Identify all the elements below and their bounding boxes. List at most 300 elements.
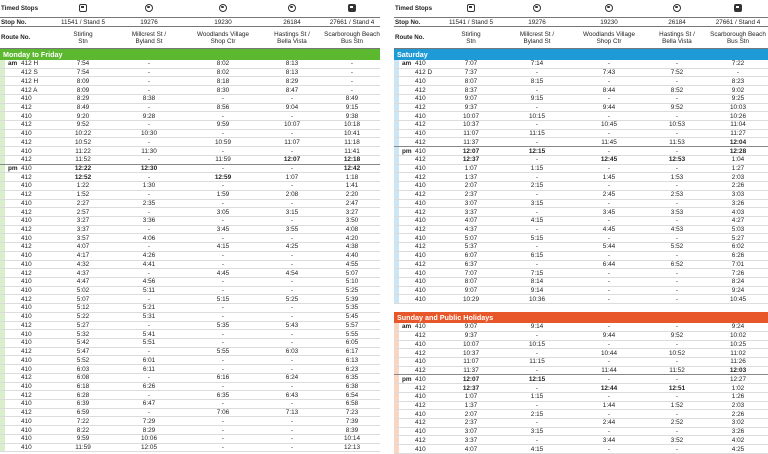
stop-number: 27661 / Stand 4 bbox=[329, 18, 375, 26]
timetable-row bbox=[0, 374, 380, 383]
route-number bbox=[0, 374, 54, 381]
departure-time: - bbox=[290, 313, 294, 321]
departure-time: - bbox=[607, 130, 611, 138]
departure-time: - bbox=[290, 417, 294, 425]
bus-stop-icon bbox=[145, 4, 153, 12]
departure-time: - bbox=[607, 60, 611, 68]
bus-station-icon bbox=[324, 4, 380, 14]
am-pm-marker bbox=[396, 358, 409, 365]
stop-name-line: Shop Ctr bbox=[210, 37, 236, 45]
stop-number: 19276 bbox=[528, 18, 546, 26]
departure-time: 9:07 bbox=[464, 95, 478, 103]
timetable-row bbox=[0, 400, 380, 409]
route-number-value: 410 bbox=[415, 278, 426, 286]
departure-time: 10:37 bbox=[463, 121, 479, 129]
route-number bbox=[394, 419, 440, 426]
departure-time: - bbox=[221, 217, 225, 225]
stop-name bbox=[502, 31, 572, 45]
departure-time: 8:49 bbox=[345, 95, 359, 103]
stop-name-line: Millcrest St / bbox=[519, 30, 555, 38]
timetable-row bbox=[394, 60, 768, 69]
departure-time: - bbox=[675, 130, 679, 138]
route-number-value: 412 bbox=[21, 156, 32, 164]
departure-time: 8:14 bbox=[530, 278, 544, 286]
timetable-row bbox=[394, 419, 768, 428]
am-pm-marker bbox=[396, 121, 409, 128]
timetable-row bbox=[0, 417, 380, 426]
stop-name-line: Bella Vista bbox=[277, 37, 307, 45]
timetable-row bbox=[0, 252, 380, 261]
departure-time: 9:04 bbox=[285, 103, 299, 111]
departure-time: 5:27 bbox=[76, 321, 90, 329]
departure-time: 9:37 bbox=[464, 332, 478, 340]
departure-time: 3:52 bbox=[670, 436, 684, 444]
timetable-row bbox=[394, 138, 768, 147]
route-number-value: 410 bbox=[415, 217, 426, 225]
route-number-value: 410 bbox=[415, 234, 426, 242]
train-icon bbox=[440, 4, 502, 14]
route-number bbox=[394, 367, 440, 374]
departure-time: - bbox=[290, 400, 294, 408]
route-number bbox=[394, 261, 440, 268]
departure-time: 4:25 bbox=[731, 445, 745, 453]
timetable-row bbox=[0, 426, 380, 435]
bus-station-icon bbox=[348, 4, 356, 12]
route-number bbox=[0, 427, 54, 434]
departure-time: 9:02 bbox=[731, 86, 745, 94]
route-number-value: 410 bbox=[21, 382, 32, 390]
departure-time: 11:15 bbox=[529, 358, 545, 366]
am-pm-marker bbox=[396, 139, 409, 146]
departure-time: - bbox=[147, 156, 151, 164]
departure-time: 3:27 bbox=[345, 208, 359, 216]
route-number-value: 410 bbox=[415, 164, 426, 172]
stop-no-label: Stop No. bbox=[395, 18, 421, 26]
route-number-value: 412 bbox=[21, 374, 32, 382]
am-pm-marker bbox=[396, 419, 409, 426]
departure-time: - bbox=[147, 409, 151, 417]
route-number bbox=[394, 358, 440, 365]
sunday-title: Sunday and Public Holidays bbox=[394, 312, 768, 323]
departure-time: - bbox=[147, 173, 151, 181]
departure-time: - bbox=[221, 287, 225, 295]
departure-time: 10:03 bbox=[730, 103, 746, 111]
stop-name-line: Byland St bbox=[135, 37, 163, 45]
departure-time: 4:07 bbox=[76, 243, 90, 251]
route-number bbox=[394, 121, 440, 128]
route-number-value: 410 bbox=[21, 339, 32, 347]
departure-time: 2:44 bbox=[602, 419, 616, 427]
departure-time: 6:17 bbox=[345, 348, 359, 356]
departure-time: 10:59 bbox=[215, 138, 231, 146]
departure-time: - bbox=[736, 69, 740, 77]
route-number-value: 410 bbox=[21, 417, 32, 425]
am-pm-marker bbox=[396, 209, 409, 216]
route-number bbox=[0, 226, 54, 233]
stop-name bbox=[112, 31, 186, 45]
timetable-row bbox=[394, 332, 768, 341]
stop-name bbox=[324, 31, 380, 45]
route-number bbox=[0, 235, 54, 242]
route-number-value: 410 bbox=[415, 428, 426, 436]
departure-time: 12:27 bbox=[730, 375, 746, 383]
am-pm-marker bbox=[2, 139, 15, 146]
departure-time: - bbox=[675, 269, 679, 277]
timetable-row bbox=[0, 147, 380, 156]
departure-time: - bbox=[290, 217, 294, 225]
departure-time: 3:36 bbox=[142, 217, 156, 225]
departure-time: 5:57 bbox=[345, 321, 359, 329]
stop-name bbox=[572, 31, 646, 45]
departure-time: 12:37 bbox=[462, 156, 480, 164]
departure-time: 2:35 bbox=[142, 199, 156, 207]
am-pm-marker bbox=[2, 252, 15, 259]
timetable-row bbox=[0, 69, 380, 78]
departure-time: 11:26 bbox=[730, 358, 746, 366]
departure-time: - bbox=[535, 384, 539, 392]
departure-time: 7:15 bbox=[530, 269, 544, 277]
am-pm-marker bbox=[2, 366, 15, 373]
route-number bbox=[394, 287, 440, 294]
route-number bbox=[0, 243, 54, 250]
departure-time: 1:04 bbox=[731, 156, 745, 164]
departure-time: 4:15 bbox=[530, 445, 544, 453]
am-pm-marker bbox=[396, 385, 409, 392]
route-number bbox=[394, 104, 440, 111]
departure-time: - bbox=[350, 77, 354, 85]
route-number-value: 412 bbox=[21, 208, 32, 216]
departure-time: 5:44 bbox=[602, 243, 616, 251]
departure-time: 4:41 bbox=[142, 260, 156, 268]
timetable-row bbox=[0, 200, 380, 209]
route-number-value: 412 bbox=[21, 348, 32, 356]
am-pm-marker bbox=[396, 252, 409, 259]
route-number-value: 410 bbox=[21, 304, 32, 312]
departure-time: 4:55 bbox=[345, 260, 359, 268]
route-number-value: 410 bbox=[415, 77, 426, 85]
timetable-row bbox=[0, 191, 380, 200]
departure-time: 12:07 bbox=[462, 147, 480, 155]
route-number bbox=[394, 278, 440, 285]
departure-time: 5:11 bbox=[143, 287, 155, 295]
departure-time: - bbox=[535, 208, 539, 216]
departure-time: 11:15 bbox=[529, 130, 545, 138]
am-pm-marker bbox=[2, 87, 15, 94]
departure-time: - bbox=[221, 199, 225, 207]
am-pm-marker bbox=[2, 374, 15, 381]
route-number bbox=[0, 78, 54, 85]
departure-time: - bbox=[147, 69, 151, 77]
route-number-value: 412 bbox=[21, 269, 32, 277]
departure-time: - bbox=[675, 358, 679, 366]
departure-time: - bbox=[675, 278, 679, 286]
timetable-row bbox=[394, 104, 768, 113]
am-pm-marker bbox=[396, 130, 409, 137]
departure-time: - bbox=[535, 401, 539, 409]
departure-time: 5:03 bbox=[731, 226, 745, 234]
departure-time: 5:07 bbox=[76, 295, 90, 303]
route-number-value: 412 bbox=[21, 409, 32, 417]
departure-time: - bbox=[607, 445, 611, 453]
timetable-row bbox=[394, 349, 768, 358]
departure-time: 7:22 bbox=[731, 60, 745, 68]
route-number-value: 410 bbox=[21, 112, 32, 120]
am-pm-marker bbox=[396, 261, 409, 268]
departure-time: - bbox=[290, 252, 294, 260]
bus-stop-icon bbox=[605, 4, 613, 12]
departure-time: 5:39 bbox=[345, 295, 359, 303]
timetable-row bbox=[0, 138, 380, 147]
stop-no-label: Stop No. bbox=[1, 18, 27, 26]
departure-time: 11:04 bbox=[730, 121, 746, 129]
departure-time: - bbox=[290, 382, 294, 390]
timetable-row bbox=[394, 445, 768, 454]
departure-time: 8:13 bbox=[285, 69, 299, 77]
departure-time: - bbox=[675, 234, 679, 242]
route-number-value: 410 bbox=[415, 182, 426, 190]
departure-time: 12:15 bbox=[528, 375, 546, 383]
departure-time: 8:18 bbox=[216, 77, 230, 85]
departure-time: 8:56 bbox=[216, 103, 230, 111]
route-number bbox=[394, 323, 440, 330]
departure-time: 4:37 bbox=[76, 269, 90, 277]
route-number bbox=[0, 113, 54, 120]
departure-time: 5:52 bbox=[670, 243, 684, 251]
departure-time: - bbox=[221, 426, 225, 434]
departure-time: 6:39 bbox=[76, 400, 90, 408]
departure-time: 6:24 bbox=[285, 374, 299, 382]
departure-time: 4:56 bbox=[142, 278, 156, 286]
departure-time: 9:15 bbox=[530, 95, 544, 103]
departure-time: - bbox=[535, 226, 539, 234]
am-pm-marker bbox=[396, 437, 409, 444]
timetable-row bbox=[0, 217, 380, 226]
route-number bbox=[394, 428, 440, 435]
departure-time: 6:13 bbox=[345, 356, 359, 364]
departure-time: - bbox=[290, 95, 294, 103]
departure-time: - bbox=[535, 69, 539, 77]
departure-time: 1:59 bbox=[216, 191, 230, 199]
route-number bbox=[0, 130, 54, 137]
departure-time: 6:52 bbox=[670, 260, 684, 268]
weekday-title: Monday to Friday bbox=[0, 49, 380, 60]
timetable-row bbox=[394, 191, 768, 200]
route-number-value: 412 bbox=[415, 121, 426, 129]
departure-time: 5:55 bbox=[216, 348, 230, 356]
departure-time: 9:44 bbox=[602, 103, 616, 111]
stop-name-line: Hastings St / bbox=[659, 30, 695, 38]
departure-time: 4:38 bbox=[345, 243, 359, 251]
timetable-row bbox=[0, 243, 380, 252]
departure-time: 1:15 bbox=[530, 164, 544, 172]
departure-time: 4:32 bbox=[76, 260, 90, 268]
timetable-row bbox=[0, 95, 380, 104]
departure-time: - bbox=[147, 243, 151, 251]
timetable-row bbox=[0, 234, 380, 243]
departure-time: - bbox=[535, 138, 539, 146]
departure-time: 3:45 bbox=[216, 226, 230, 234]
route-number bbox=[0, 156, 54, 163]
departure-time: 1:52 bbox=[670, 401, 684, 409]
route-number bbox=[0, 435, 54, 442]
route-number bbox=[394, 113, 440, 120]
stop-number-row bbox=[0, 18, 380, 27]
route-number bbox=[0, 278, 54, 285]
departure-time: 1:07 bbox=[285, 173, 299, 181]
departure-time: 1:07 bbox=[464, 393, 478, 401]
route-no-label: Route No. bbox=[1, 34, 31, 41]
timetable-row bbox=[0, 435, 380, 444]
train-icon bbox=[54, 4, 112, 14]
route-number bbox=[0, 148, 54, 155]
departure-time: - bbox=[221, 313, 225, 321]
departure-time: 2:03 bbox=[731, 401, 745, 409]
departure-time: 2:53 bbox=[670, 191, 684, 199]
departure-time: 7:29 bbox=[142, 417, 156, 425]
departure-time: 10:36 bbox=[529, 295, 545, 303]
route-number bbox=[0, 331, 54, 338]
bus-stop-icon bbox=[186, 4, 260, 14]
route-number bbox=[0, 60, 54, 67]
departure-time: 10:06 bbox=[141, 435, 157, 443]
stop-number: 26184 bbox=[283, 18, 301, 26]
am-pm-marker bbox=[2, 104, 15, 111]
departure-time: 8:44 bbox=[602, 86, 616, 94]
departure-time: - bbox=[607, 234, 611, 242]
departure-time: 10:45 bbox=[730, 295, 746, 303]
departure-time: 10:22 bbox=[75, 130, 91, 138]
departure-time: 8:15 bbox=[530, 77, 544, 85]
am-pm-marker bbox=[2, 243, 15, 250]
am-pm-marker bbox=[2, 226, 15, 233]
timetable-row bbox=[394, 402, 768, 411]
departure-time: 7:26 bbox=[731, 269, 745, 277]
timetable-row bbox=[394, 234, 768, 243]
timetable-row bbox=[0, 182, 380, 191]
departure-time: 9:07 bbox=[464, 323, 478, 331]
route-number bbox=[0, 200, 54, 207]
departure-time: - bbox=[290, 365, 294, 373]
departure-time: 3:05 bbox=[216, 208, 230, 216]
am-pm-marker bbox=[396, 270, 409, 277]
timetable-row bbox=[0, 173, 380, 182]
departure-time: 3:45 bbox=[602, 208, 616, 216]
timetable-row bbox=[0, 313, 380, 322]
departure-time: 10:41 bbox=[344, 130, 360, 138]
departure-time: 9:25 bbox=[731, 95, 745, 103]
departure-time: 5:02 bbox=[76, 287, 90, 295]
departure-time: - bbox=[675, 287, 679, 295]
sunday-rows bbox=[394, 323, 768, 454]
route-number-value: 410 bbox=[415, 130, 426, 138]
departure-time: - bbox=[607, 77, 611, 85]
departure-time: 10:52 bbox=[75, 138, 91, 146]
am-pm-marker bbox=[2, 418, 15, 425]
route-number-value: 410 bbox=[21, 260, 32, 268]
departure-time: 7:22 bbox=[76, 417, 90, 425]
route-number bbox=[0, 392, 54, 399]
am-pm-marker bbox=[396, 243, 409, 250]
am-pm-marker bbox=[2, 444, 15, 451]
bus-stop-icon bbox=[646, 4, 708, 14]
timetable-row bbox=[394, 147, 768, 156]
departure-time: 11:37 bbox=[463, 367, 479, 375]
timetable-row bbox=[0, 86, 380, 95]
route-number-value: 410 bbox=[21, 313, 32, 321]
departure-time: 4:37 bbox=[464, 226, 478, 234]
route-number-value: 410 bbox=[21, 95, 32, 103]
departure-time: 9:07 bbox=[464, 287, 478, 295]
departure-time: - bbox=[675, 323, 679, 331]
route-number bbox=[0, 313, 54, 320]
timetable-row bbox=[394, 410, 768, 419]
am-pm-marker bbox=[2, 78, 15, 85]
departure-time: 6:08 bbox=[76, 374, 90, 382]
timetable-row bbox=[394, 252, 768, 261]
am-pm-marker bbox=[396, 367, 409, 374]
am-pm-marker bbox=[2, 217, 15, 224]
timetable-row bbox=[394, 261, 768, 270]
route-number-value: 410 bbox=[415, 410, 426, 418]
departure-time: - bbox=[290, 426, 294, 434]
departure-time: 2:26 bbox=[731, 410, 745, 418]
departure-time: - bbox=[535, 243, 539, 251]
route-number bbox=[394, 60, 440, 67]
route-number-value: 412 bbox=[415, 208, 426, 216]
bus-stop-icon bbox=[260, 4, 324, 14]
departure-time: 10:45 bbox=[601, 121, 617, 129]
am-pm-marker bbox=[2, 322, 15, 329]
departure-time: 2:57 bbox=[76, 208, 90, 216]
stop-number: 27661 / Stand 4 bbox=[715, 18, 761, 26]
departure-time: - bbox=[147, 391, 151, 399]
route-number bbox=[394, 209, 440, 216]
route-number-value: 412 bbox=[415, 86, 426, 94]
departure-time: - bbox=[147, 77, 151, 85]
departure-time: 1:18 bbox=[345, 173, 359, 181]
departure-time: - bbox=[607, 112, 611, 120]
timetable-row bbox=[0, 269, 380, 278]
timetable-row bbox=[0, 130, 380, 139]
departure-time: 12:18 bbox=[343, 156, 361, 164]
am-pm-marker bbox=[2, 435, 15, 442]
stop-name bbox=[440, 31, 502, 45]
route-number-value: 410 bbox=[21, 164, 32, 172]
timetable-row bbox=[0, 348, 380, 357]
departure-time: - bbox=[221, 112, 225, 120]
departure-time: 8:09 bbox=[76, 77, 90, 85]
departure-time: 10:07 bbox=[463, 112, 479, 120]
departure-time: 8:02 bbox=[216, 69, 230, 77]
departure-time: 1:30 bbox=[142, 182, 156, 190]
route-number-value: 412 bbox=[21, 321, 32, 329]
departure-time: 5:35 bbox=[345, 304, 359, 312]
departure-time: - bbox=[221, 234, 225, 242]
departure-time: 7:07 bbox=[464, 60, 478, 68]
timetable-row bbox=[0, 304, 380, 313]
stop-name-line: Millcrest St / bbox=[131, 30, 167, 38]
departure-time: 8:39 bbox=[345, 426, 359, 434]
departure-time: 12:44 bbox=[600, 384, 618, 392]
stop-name-line: Bella Vista bbox=[662, 37, 692, 45]
stop-number: 19230 bbox=[214, 18, 232, 26]
route-number bbox=[0, 296, 54, 303]
departure-time: 7:43 bbox=[602, 69, 616, 77]
departure-time: - bbox=[147, 226, 151, 234]
am-pm-marker bbox=[396, 402, 409, 409]
departure-time: 3:44 bbox=[602, 436, 616, 444]
route-number-value: 412 bbox=[21, 243, 32, 251]
